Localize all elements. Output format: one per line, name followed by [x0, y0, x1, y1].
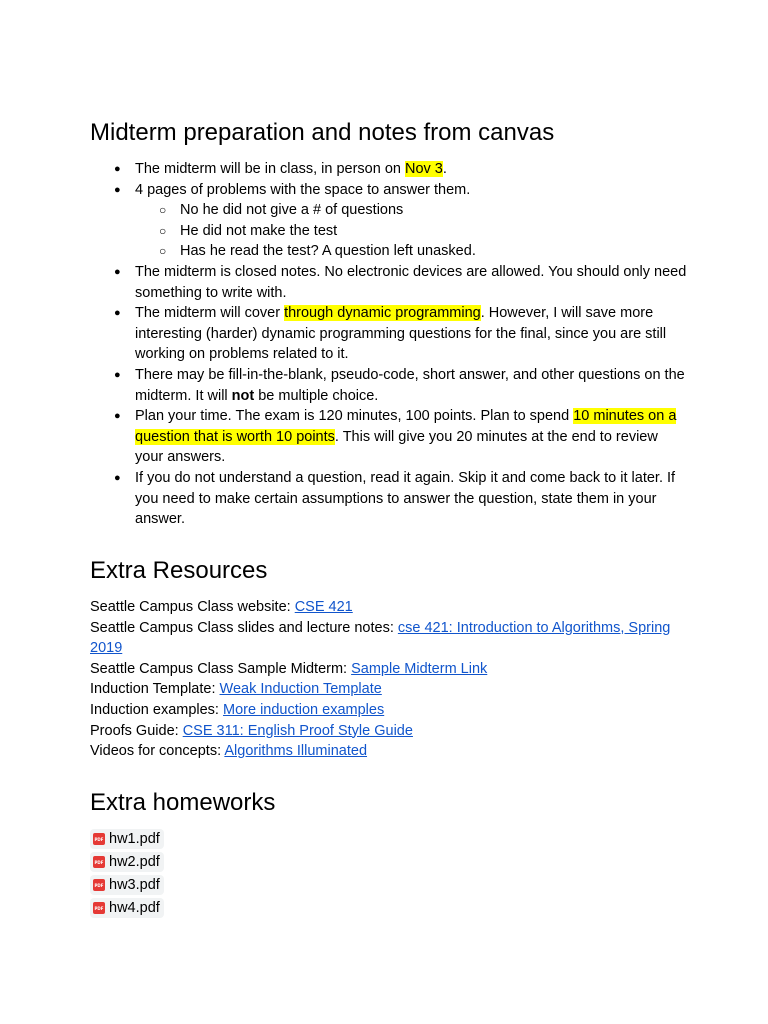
bullet-text: .	[442, 161, 447, 177]
pdf-icon	[93, 856, 105, 868]
pdf-icon-label: PDF	[94, 905, 104, 911]
file-chip-hw4[interactable]	[90, 898, 164, 918]
induction-template-link[interactable]: Weak Induction Template	[219, 681, 382, 698]
pdf-icon	[93, 879, 105, 891]
bullet-text: The midterm will be in class, in person on	[135, 161, 405, 177]
file-name: hw4.pdf	[109, 900, 160, 916]
file-name: hw3.pdf	[109, 877, 160, 893]
pdf-icon	[93, 902, 105, 914]
list-item	[90, 180, 690, 262]
pdf-icon-label: PDF	[94, 859, 104, 865]
list-item	[90, 303, 690, 365]
resource-line	[90, 721, 690, 742]
resource-line	[90, 618, 690, 659]
list-item	[90, 159, 690, 180]
resources-list	[90, 597, 690, 762]
resource-line	[90, 741, 690, 762]
cse-421-link[interactable]: CSE 421	[294, 599, 353, 615]
slides-link[interactable]: cse 421: Introduction to Algorithms, Spring 2019	[90, 619, 671, 657]
pdf-icon	[93, 833, 105, 845]
bold-text: not	[231, 387, 255, 404]
midterm-notes-list	[90, 159, 690, 530]
resource-label: Seattle Campus Class website:	[90, 599, 295, 615]
file-chip-hw1[interactable]	[90, 829, 164, 849]
homework-files	[90, 829, 164, 921]
bullet-text: The midterm will cover	[135, 305, 285, 322]
sample-midterm-link[interactable]: Sample Midterm Link	[351, 660, 488, 677]
bullet-text: . However, I will save more interesting (harder) dynamic programming questions for the final, since you are still working on problems related to it.	[135, 305, 667, 363]
heading-extra-resources: Extra Resources	[90, 557, 268, 584]
bullet-text: 4 pages of problems with the space to answer them.	[135, 181, 471, 198]
highlighted-text: Nov 3	[404, 161, 443, 177]
bullet-text: Plan your time. The exam is 120 minutes, 100 points. Plan to spend	[135, 408, 574, 425]
resource-label: Induction Template:	[90, 681, 220, 698]
highlighted-text: through dynamic programming	[284, 305, 481, 322]
bullet-text: be multiple choice.	[254, 387, 379, 404]
resource-label: Seattle Campus Class Sample Midterm:	[90, 660, 352, 677]
sub-list-item: ○ No he did not give a # of questions	[135, 200, 690, 221]
resource-label: Induction examples:	[90, 701, 223, 718]
sub-list	[135, 200, 690, 262]
bullet-text: If you do not understand a question, read it again. Skip it and come back to it later. If you need to make certain assumptions to answer the question, state them in your answer.	[135, 469, 676, 528]
file-chip-hw3[interactable]	[90, 875, 164, 895]
resource-label: Proofs Guide:	[90, 722, 183, 739]
resource-line	[90, 597, 690, 618]
induction-examples-link[interactable]: More induction examples	[223, 701, 385, 718]
resource-label: Videos for concepts:	[90, 743, 225, 760]
sub-list-item: ○ Has he read the test? A question left unasked.	[135, 241, 690, 262]
algorithms-illuminated-link[interactable]: Algorithms Illuminated	[224, 743, 368, 760]
list-item	[90, 406, 690, 468]
list-item	[90, 262, 690, 303]
list-item	[90, 468, 690, 530]
heading-midterm-preparation: Midterm preparation and notes from canvas	[90, 119, 555, 146]
pdf-icon-label: PDF	[94, 882, 104, 888]
list-item	[90, 365, 690, 406]
proof-style-guide-link[interactable]: CSE 311: English Proof Style Guide	[182, 722, 413, 739]
sub-list-item: ○ He did not make the test	[135, 221, 690, 242]
resource-line	[90, 700, 690, 721]
file-name: hw1.pdf	[109, 831, 160, 847]
bullet-text: . This will give you 20 minutes at the end to review your answers.	[135, 428, 658, 466]
file-name: hw2.pdf	[109, 854, 160, 870]
highlighted-text: 10 minutes on a question that is worth 10 points	[135, 408, 677, 445]
heading-extra-homeworks: Extra homeworks	[90, 789, 276, 816]
bullet-text: There may be fill-in-the-blank, pseudo-code, short answer, and other questions on the midterm. It will	[135, 366, 685, 404]
bullet-text: The midterm is closed notes. No electronic devices are allowed. You should only need something to write with.	[135, 263, 687, 301]
resource-label: Seattle Campus Class slides and lecture notes:	[90, 619, 398, 636]
resource-line	[90, 679, 690, 700]
resource-line	[90, 659, 690, 680]
file-chip-hw2[interactable]	[90, 852, 164, 872]
pdf-icon-label: PDF	[94, 836, 104, 842]
